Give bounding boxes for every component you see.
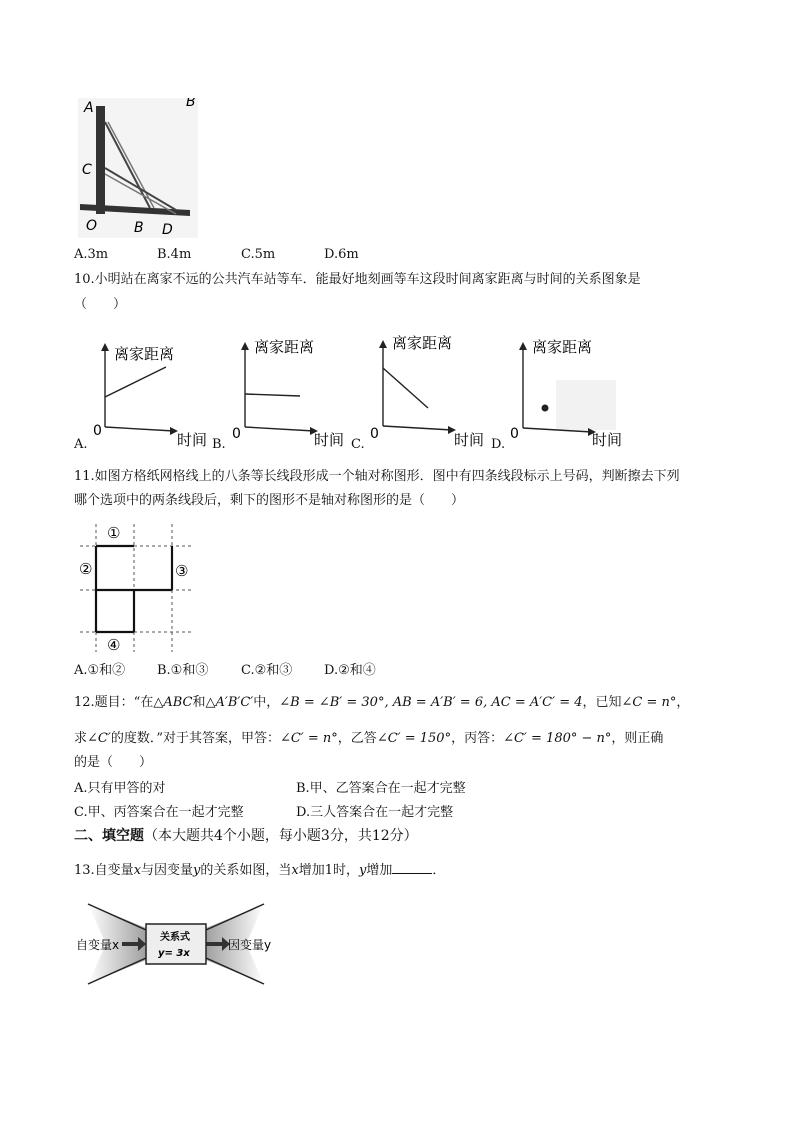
q13-stem [74,861,445,880]
q10-graph-b-ylabel: 离家距离 [254,338,315,356]
mark-4: ④ [107,636,121,654]
q12-option-d: D.三人答案合在一起才完整 [296,805,454,820]
ladder-figure [78,98,198,238]
q12-option-c: C.甲、丙答案合在一起才完整 [74,805,244,820]
q10-paren: （ ） [74,297,127,312]
ladder-figure-svg [78,98,198,238]
section-2-title: 二、填空题 [74,828,144,844]
q10-graph-b [228,330,358,450]
q13-text: 的关系如图，当 [200,863,292,878]
q10-graph-d [506,330,636,452]
q11-option-d: D.②和④ [324,663,376,678]
q10-graph-d-xlabel: 时间 [592,431,623,449]
mark-3: ③ [175,562,189,580]
q11-grid-figure [76,520,200,656]
q11-stem-line1: 11.如图方格纸网格线上的八条等长线段形成一个轴对称图形．图中有四条线段标示上号码，判断擦去下列 [74,469,680,484]
q10-graph-b-line [245,394,300,396]
relation-box-formula: y= 3x [158,948,190,959]
q13-var-y: y [193,863,201,878]
q12-text: 12.题目：“在 [74,695,154,710]
q12-option-b: B.甲、乙答案合在一起才完整 [296,781,466,796]
q10-graph-c-ylabel: 离家距离 [392,334,453,352]
q10-graph-b-origin: 0 [232,426,241,442]
mark-1: ① [107,524,121,542]
q10-graph-a-origin: 0 [93,423,102,439]
q12-triangle-a2b2c2: △A′B′C′ [205,695,254,710]
q9-option-c: C.5m [241,247,276,262]
label-B: B [134,220,144,236]
q12-angle-c-prime: ∠C′ [87,731,111,746]
wall [96,106,105,214]
q13-var-x: x [133,863,142,878]
q10-graph-c-letter: C. [351,437,365,452]
q12-line2 [74,730,663,748]
label-A: A [84,100,94,116]
label-D: D [162,222,173,238]
q13-text: 增加1时， [298,863,360,878]
q12-triangle-abc: △ABC [153,695,193,710]
q12-text: 中， [253,695,280,710]
q10-graph-d-ylabel: 离家距离 [532,338,593,356]
q10-graph-a-xlabel: 时间 [177,431,208,449]
q12-answer-yi: ∠C′ = 150° [376,731,452,746]
mark-2: ② [79,560,93,578]
q12-angle-c: ∠C = n° [621,695,677,710]
q10-graph-a-letter: A. [74,437,88,452]
q12-conditions: ∠B = ∠B′ = 30°, AB = A′B′ = 6, AC = A′C′ = 4 [279,695,583,710]
q11-option-b: B.①和③ [157,663,209,678]
q12-text: 的度数．”对于其答案，甲答： [110,731,280,746]
q12-text: 和 [192,695,206,710]
q10-graph-a [88,335,218,450]
q12-text: ，乙答 [337,731,377,746]
q9-option-b: B.4m [157,247,192,262]
q13-text: 与因变量 [141,863,194,878]
q12-text: ，则正确 [611,731,664,746]
q10-graph-b-xlabel: 时间 [314,431,345,449]
q12-text: ， [676,695,690,710]
q10-graph-a-line [105,367,166,397]
q13-var-x: x [291,863,299,878]
q11-option-c: C.②和③ [241,663,293,678]
q10-graph-c [366,328,496,450]
independent-variable-label: 自变量x [76,938,120,952]
q12-option-a: A.只有甲答的对 [74,781,166,796]
q12-line1 [74,694,689,712]
section-2-heading [74,827,418,845]
q12-text: ，丙答： [451,731,504,746]
q12-line3: 的是（ ） [74,755,153,770]
q13-answer-blank[interactable] [392,861,432,874]
q12-text: 求 [74,731,88,746]
q10-stem: 10.小明站在离家不远的公共汽车站等车．能最好地刻画等车这段时间离家距离与时间的关系图象是 [74,272,641,287]
q10-graph-a-ylabel: 离家距离 [114,345,175,363]
q13-var-y: y [359,863,367,878]
q12-answer-jia: ∠C′ = n° [279,731,338,746]
q12-text: ，已知 [582,695,622,710]
section-2-note: （本大题共4个小题，每小题3分，共12分） [144,828,418,844]
label-C: C [82,162,92,178]
q13-text: 13.自变量 [74,863,134,878]
q13-relation-figure [76,898,276,990]
q10-graph-c-line [383,368,428,408]
q10-graph-d-origin: 0 [510,426,519,442]
q13-text: 增加 [366,863,393,878]
q12-answer-bing: ∠C′ = 180° − n° [503,731,612,746]
q13-text: ． [432,863,446,878]
q9-option-a: A.3m [74,247,109,262]
q10-graph-c-xlabel: 时间 [454,431,485,449]
label-B-top: B [186,98,196,110]
q9-option-d: D.6m [324,247,359,262]
q11-option-a: A.①和② [74,663,126,678]
q11-stem-line2: 哪个选项中的两条线段后，剩下的图形不是轴对称图形的是（ ） [74,493,465,508]
label-O: O [86,218,98,234]
q10-graph-b-letter: B. [212,437,226,452]
dependent-variable-label: 因变量y [228,938,272,952]
relation-box-title: 关系式 [160,932,190,943]
q10-graph-d-letter: D. [491,437,506,452]
q10-graph-c-origin: 0 [370,426,379,442]
q10-graph-d-point [542,405,549,412]
